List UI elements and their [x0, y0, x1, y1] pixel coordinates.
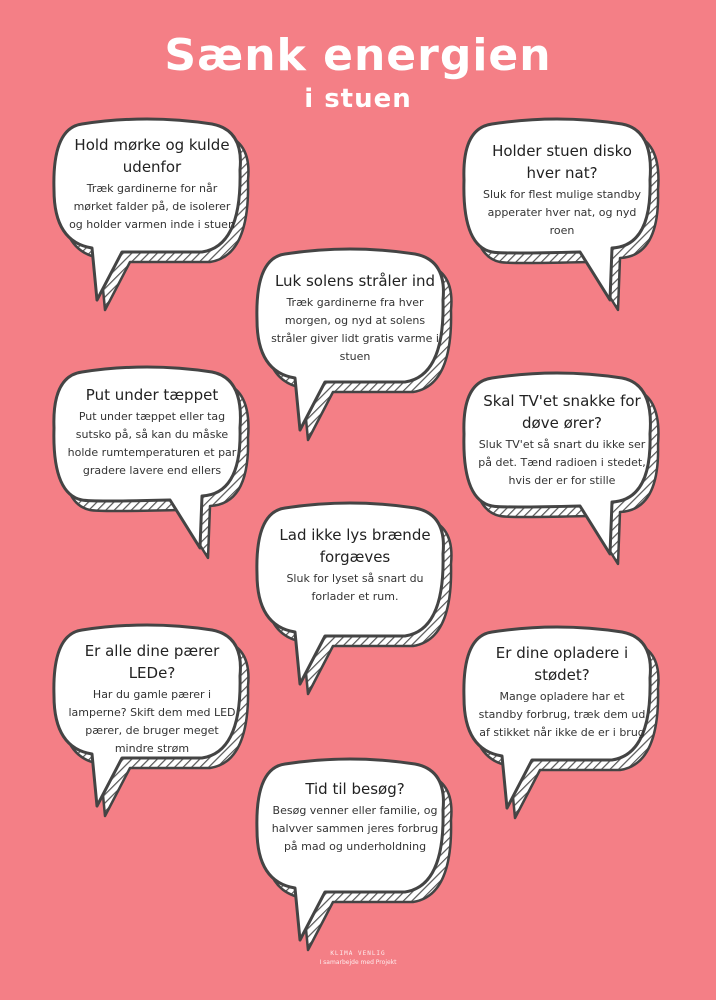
speech-bubble-3: [255, 250, 455, 440]
bubble-title: Lad ikke lys brænde forgæves: [279, 526, 431, 566]
poster-subtitle: i stuen: [304, 84, 412, 114]
bubble-body: Sluk for flest mulige standby apperater hver nat, og nyd roen: [482, 188, 641, 237]
speech-bubble-4: [52, 368, 252, 558]
bubble-title: Er alle dine pærer LEDe?: [84, 642, 220, 682]
speech-bubble-5: [462, 374, 662, 564]
bubble-body: Sluk for lyset så snart du forlader et rum.: [286, 572, 424, 603]
footer-credit: I samarbejde med Projekt: [319, 959, 397, 966]
bubble-title: Tid til besøg?: [305, 780, 405, 798]
footer: [0, 950, 716, 966]
speech-bubble-9: [255, 760, 455, 950]
bubble-title: Luk solens stråler ind: [274, 272, 436, 290]
bubble-title: Hold mørke og kulde udenfor: [74, 136, 230, 176]
bubble-title: Skal TV'et snakke for døve ører?: [483, 392, 641, 432]
bubble-body: Mange opladere har et standby forbrug, træk dem ud af stikket når ikke de er i brug: [478, 690, 646, 739]
bubble-body: Besøg venner eller familie, og halvver sammen jeres forbrug på mad og underholdning: [271, 804, 439, 853]
speech-bubble-2: [462, 120, 662, 310]
speech-bubble-7: [52, 626, 252, 816]
speech-bubble-6: [255, 504, 455, 694]
bubble-body: Træk gardinerne for når mørket falder på, de isolerer og holder varmen inde i stuen: [69, 182, 235, 231]
bubble-title: Holder stuen disko hver nat?: [492, 142, 632, 182]
bubble-title: Put under tæppet: [85, 386, 219, 404]
speech-bubble-8: [462, 628, 662, 818]
poster-title: Sænk energien: [164, 30, 552, 81]
bubble-body: Har du gamle pærer i lamperne? Skift dem med LED pærer, de bruger meget mindre strøm: [68, 688, 236, 755]
footer-logo: KLIMA VENLIG: [330, 950, 386, 957]
speech-bubble-1: [52, 120, 252, 310]
bubble-body: Put under tæppet eller tag sutsko på, så kan du måske holde rumtemperaturen et par gradere lavere end ellers: [67, 410, 237, 477]
bubble-title: Er dine opladere i stødet?: [495, 644, 629, 684]
bubble-body: Træk gardinerne fra hver morgen, og nyd at solens stråler giver lidt gratis varme i stuen: [271, 296, 439, 363]
bubble-body: Sluk TV'et så snart du ikke ser på det. Tænd radioen i stedet, hvis der er for stille: [478, 438, 646, 487]
